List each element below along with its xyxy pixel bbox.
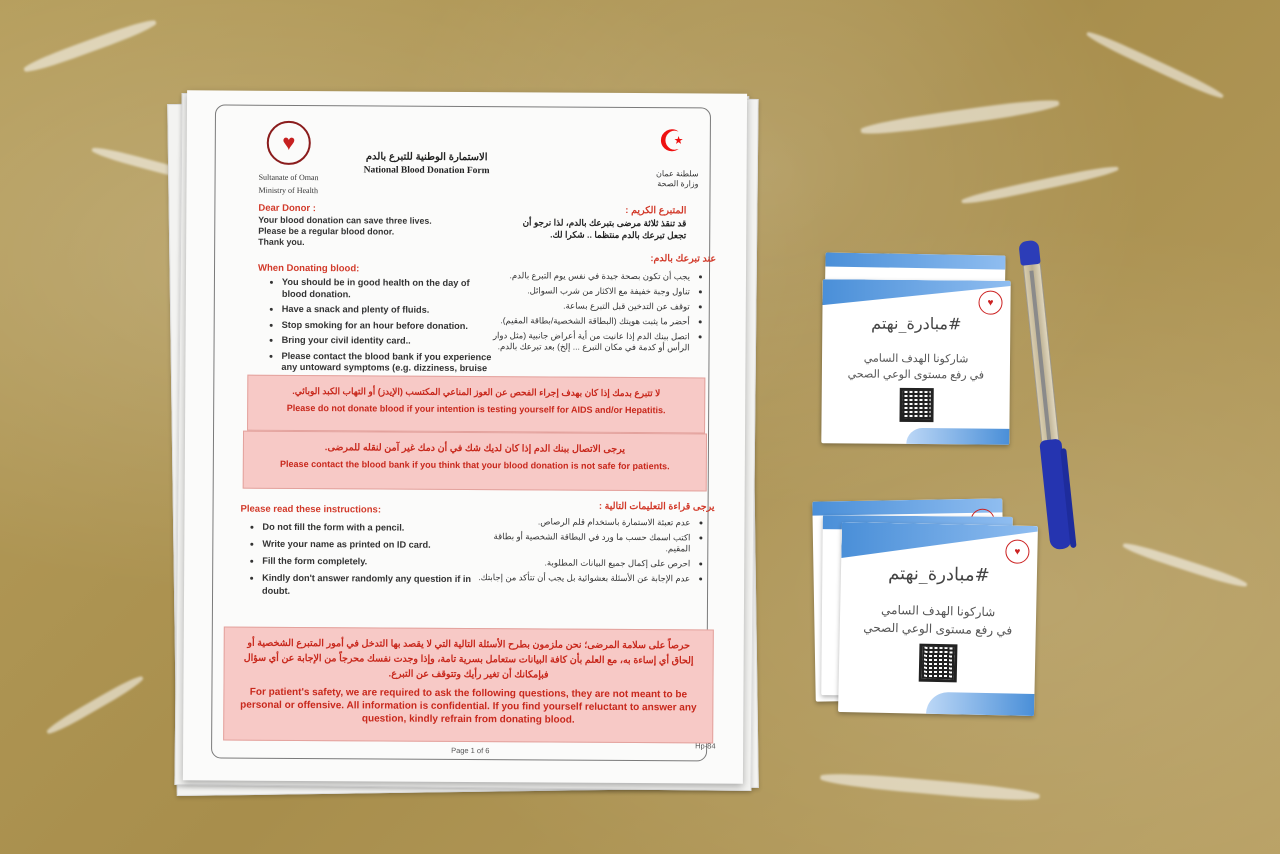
list-item: • Have a snack and plenty of fluids.: [282, 304, 492, 317]
warning-ar: لا تتبرع بدمك إذا كان بهدف إجراء الفحص عن العوز المناعي المكتسب (الإيدز) أو التهاب الكبد الوبائي.: [292, 385, 661, 399]
instructions-label: Please read these instructions:: [240, 503, 382, 516]
org-ar-line2: وزارة الصحة: [657, 179, 699, 189]
list-item: • Do not fill the form with a pencil.: [262, 521, 474, 535]
glare: [820, 770, 1040, 803]
safety-en: For patient's safety, we are required to ask the following questions, they are not meant to be personal or offensive. All information is confidential. If you find yourself reluctant to answer any question, kindly refrain from donating blood.: [240, 686, 697, 726]
dear-donor-line: Please be a regular blood donor.: [258, 225, 395, 237]
dear-donor-ar-line: تجعل تبرعك بالدم منتظما .. شكرا لك.: [550, 229, 687, 241]
card-hashtag: #مبادرة_نهتم: [871, 313, 962, 334]
when-donating-label: When Donating blood:: [257, 262, 360, 275]
when-donating-ar-list: [474, 270, 704, 357]
pen-cap: [1018, 240, 1040, 266]
awareness-card: [821, 279, 1010, 445]
warning-box-aids: [247, 375, 705, 434]
dear-donor-label: Dear Donor :: [258, 202, 316, 215]
oman-emblem-icon: ☪: [658, 124, 686, 158]
list-item: • اكتب اسمك حسب ما ورد في البطاقة الشخصية أو بطاقة المقيم.: [470, 531, 690, 554]
list-item: • You should be in good health on the day of blood donation.: [282, 277, 492, 301]
heart-logo-icon: ♥: [978, 291, 1002, 315]
blood-donation-form: [183, 90, 747, 783]
card-top-band: [825, 252, 1005, 269]
list-item: • توقف عن التدخين قبل التبرع بساعة.: [475, 300, 690, 312]
page-number: Page 1 of 6: [451, 745, 490, 756]
instructions-ar-label: يرجى قراءة التعليمات التالية :: [598, 500, 715, 513]
list-item: • Stop smoking for an hour before donation.: [282, 319, 492, 332]
card-bottom-band: [926, 692, 1034, 716]
patient-safety-box: [223, 627, 714, 744]
list-item: • Fill the form completely.: [262, 555, 474, 569]
glare: [22, 16, 158, 75]
list-item: • تناول وجبة خفيفة مع الاكثار من شرب السوائل.: [475, 285, 690, 297]
org-ar-line1: سلطنة عمان: [656, 169, 699, 179]
org-ar: [656, 169, 699, 189]
when-donating-ar-label: عند تبرعك بالدم:: [650, 253, 717, 265]
when-donating-list: [267, 277, 492, 390]
card-bottom-band: [906, 428, 1010, 445]
org-en: [258, 171, 318, 197]
list-item: • احرص على إكمال جميع البيانات المطلوبة.: [470, 557, 690, 569]
list-item: • أحضر ما يثبت هويتك (البطاقة الشخصية/بطاقة المقيم).: [475, 315, 690, 327]
form-title-ar: الاستمارة الوطنية للتبرع بالدم: [365, 151, 488, 164]
qr-code-icon: [899, 388, 933, 422]
dear-donor-line: Your blood donation can save three lives.: [258, 214, 432, 226]
safety-ar: حرصاً على سلامة المرضى؛ نحن ملزمون بطرح الأسئلة التالية التي لا يقصد بها التدخل في أمور المتبرع الشخصية أو إلحاق أي إساءة به، مع العلم بأن كافة البيانات ستعامل بسرية تامة، وإذا وجدت نفسك محرجاً من الإجابة عن أي سؤال فبإمكانك أن تغير رأيك وتتوقف عن التبرع.: [243, 637, 694, 681]
list-item: • عدم تعبئة الاستمارة باستخدام قلم الرصاص.: [470, 516, 690, 528]
blood-drop-logo-icon: ♥: [267, 121, 311, 165]
dear-donor-ar-label: المتبرع الكريم :: [625, 204, 687, 217]
warning-box-safety: [243, 431, 707, 492]
card-line2: في رفع مستوى الوعي الصحي: [847, 368, 985, 382]
warning-en: Please do not donate blood if your intention is testing yourself for AIDS and/or Hepatitis.: [286, 402, 666, 416]
list-item: • Write your name as printed on ID card.: [262, 538, 474, 552]
glare: [45, 673, 145, 737]
list-item: • Kindly don't answer randomly any question if in doubt.: [262, 572, 474, 599]
glare: [1085, 29, 1225, 101]
dear-donor-ar-text: [446, 216, 686, 241]
dear-donor-ar-line: قد تنقذ ثلاثة مرضى بتبرعك بالدم، لذا نرجو أن: [522, 217, 687, 229]
form-title-en: National Blood Donation Form: [363, 165, 490, 177]
instructions-ar-list: [470, 516, 704, 588]
glare: [860, 96, 1060, 138]
list-item: • عدم الإجابة عن الأسئلة بعشوائية بل يجب أن تتأكد من إجابتك.: [470, 572, 690, 584]
org-en-line2: Ministry of Health: [258, 185, 319, 196]
list-item: • اتصل ببنك الدم إذا عانيت من أية أعراض جانبية (مثل دوار الرأس أو كدمة في مكان التبرع ... إلخ) بعد تبرعك بالدم.: [475, 330, 690, 353]
warning-ar: يرجى الاتصال ببنك الدم إذا كان لديك شك في أن دمك غير آمن لنقله للمرضى.: [324, 442, 626, 455]
form-code: Hp-84: [695, 741, 716, 751]
card-hashtag: #مبادرة_نهتم: [887, 562, 990, 587]
org-en-line1: Sultanate of Oman: [258, 172, 319, 183]
awareness-card: [838, 522, 1038, 716]
list-item: • Bring your civil identity card..: [282, 335, 492, 348]
card-line1: شاركونا الهدف السامي: [880, 602, 996, 620]
card-line1: شاركونا الهدف السامي: [863, 352, 969, 366]
list-item: • يجب أن تكون بصحة جيدة في نفس يوم التبرع بالدم.: [475, 270, 690, 282]
qr-code-icon: [919, 644, 958, 683]
heart-logo-icon: ♥: [1005, 539, 1029, 563]
list-item: • Please contact the blood bank if you experience any untoward symptoms (e.g. dizziness, bruise: [281, 350, 491, 386]
dear-donor-text: [258, 215, 432, 249]
dear-donor-line: Thank you.: [258, 236, 305, 248]
card-line2: في رفع مستوى الوعي الصحي: [863, 620, 1013, 638]
glare: [1122, 540, 1249, 590]
instructions-list: [248, 521, 474, 603]
glare: [961, 163, 1120, 206]
warning-en: Please contact the blood bank if you think that your blood donation is not safe for patients.: [280, 458, 670, 472]
ballpoint-pen: [1008, 239, 1081, 561]
